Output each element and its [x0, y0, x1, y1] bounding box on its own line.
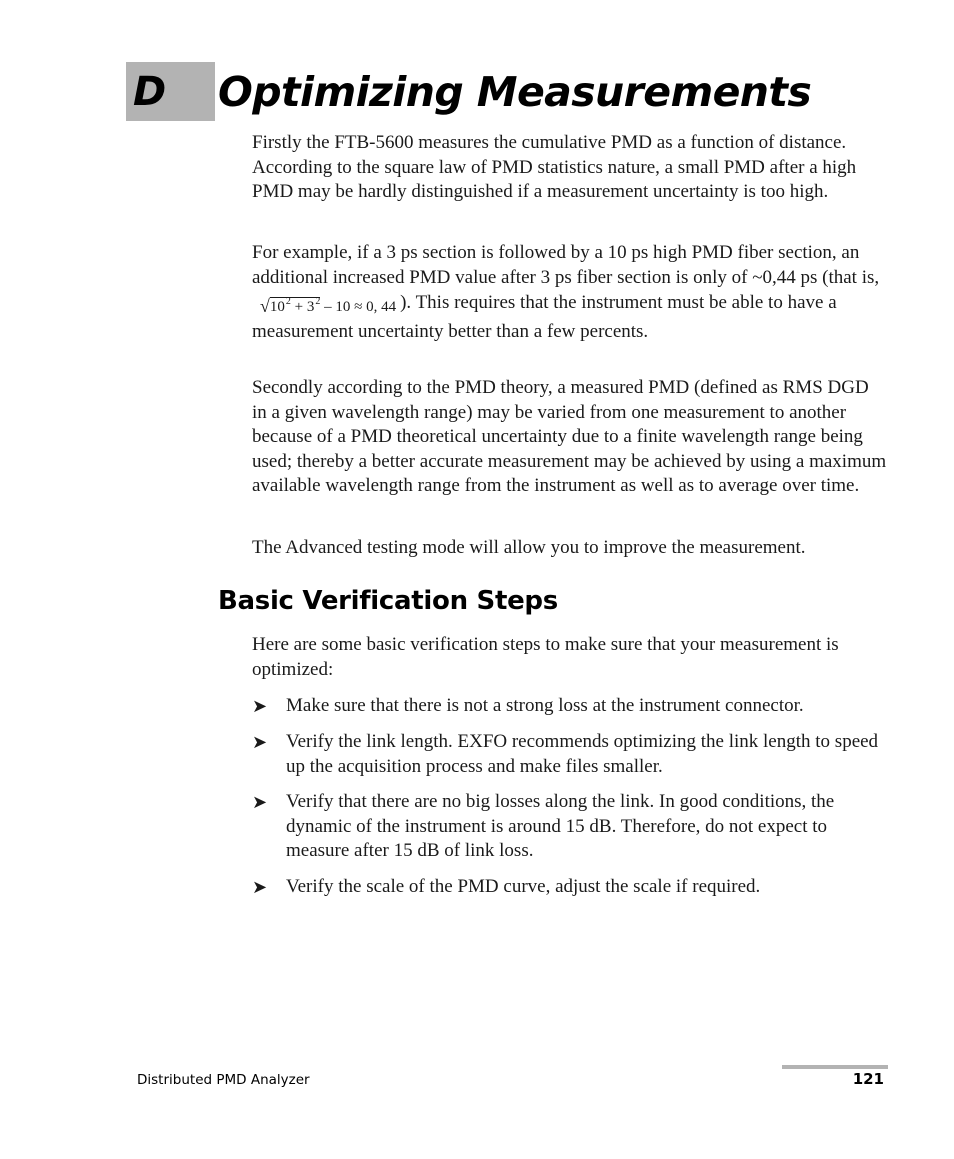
- paragraph-pmd-example-start: For example, if a 3 ps section is followed by a 10 ps high PMD fiber section, an additional increased PMD value after 3 ps fiber section is only of ~0,44 ps (that is,: [252, 242, 880, 288]
- list-item-text: Make sure that there is not a strong loss at the instrument connector.: [286, 695, 804, 716]
- arrow-bullet-icon: ➤: [252, 696, 268, 717]
- pmd-formula: [260, 290, 396, 320]
- formula-base-2: 3: [306, 299, 315, 316]
- arrow-bullet-icon: ➤: [252, 792, 268, 813]
- square-root-symbol: √: [260, 296, 270, 317]
- formula-remainder: – 10 ≈ 0, 44: [320, 299, 397, 316]
- list-item: [252, 790, 888, 864]
- list-item-text: Verify the link length. EXFO recommends optimizing the link length to speed up the acquisition process and make files smaller.: [286, 731, 879, 777]
- list-item: [252, 730, 888, 779]
- footer-product-name: Distributed PMD Analyzer: [137, 1072, 310, 1088]
- paragraph-advanced-mode: The Advanced testing mode will allow you to improve the measurement.: [252, 537, 806, 558]
- formula-exponent-1: 2: [285, 296, 291, 308]
- formula-radicand: [270, 297, 320, 315]
- paragraph-pmd-distance: Firstly the FTB-5600 measures the cumulative PMD as a function of distance. According to the square law of PMD statistics nature, a small PMD after a high PMD may be hardly distinguished if a measurement uncertainty is too high.: [252, 132, 857, 203]
- arrow-bullet-icon: ➤: [252, 877, 268, 898]
- section-intro: Here are some basic verification steps to make sure that your measurement is optimized:: [252, 634, 839, 680]
- page-title: Optimizing Measurements: [218, 68, 812, 116]
- formula-base-1: 10: [269, 299, 285, 316]
- page-number: 121: [852, 1070, 884, 1088]
- arrow-bullet-icon: ➤: [252, 732, 268, 753]
- list-item: [252, 694, 888, 719]
- section-heading: Basic Verification Steps: [218, 586, 558, 616]
- paragraph-pmd-theory: Secondly according to the PMD theory, a measured PMD (defined as RMS DGD in a given wavelength range) may be varied from one measurement to another because of a PMD theoretical uncertainty due to a finite wavelength range being used; thereby a better accurate measurement may be achieved by using a maximum available wavelength range from the instrument as well as to average over time.: [252, 377, 887, 497]
- paragraph-pmd-example: [252, 241, 888, 344]
- paragraph-pmd-example-end: ). This requires that the instrument must be able to have a measurement uncertainty better than a few percents.: [252, 292, 837, 342]
- chapter-letter: D: [133, 69, 167, 115]
- list-item-text: Verify the scale of the PMD curve, adjust the scale if required.: [286, 876, 761, 897]
- formula-plus: +: [290, 299, 307, 316]
- list-item-text: Verify that there are no big losses along the link. In good conditions, the dynamic of the instrument is around 15 dB. Therefore, do not expect to measure after 15 dB of link loss.: [286, 791, 835, 862]
- formula-exponent-2: 2: [315, 296, 321, 308]
- list-item: [252, 875, 888, 900]
